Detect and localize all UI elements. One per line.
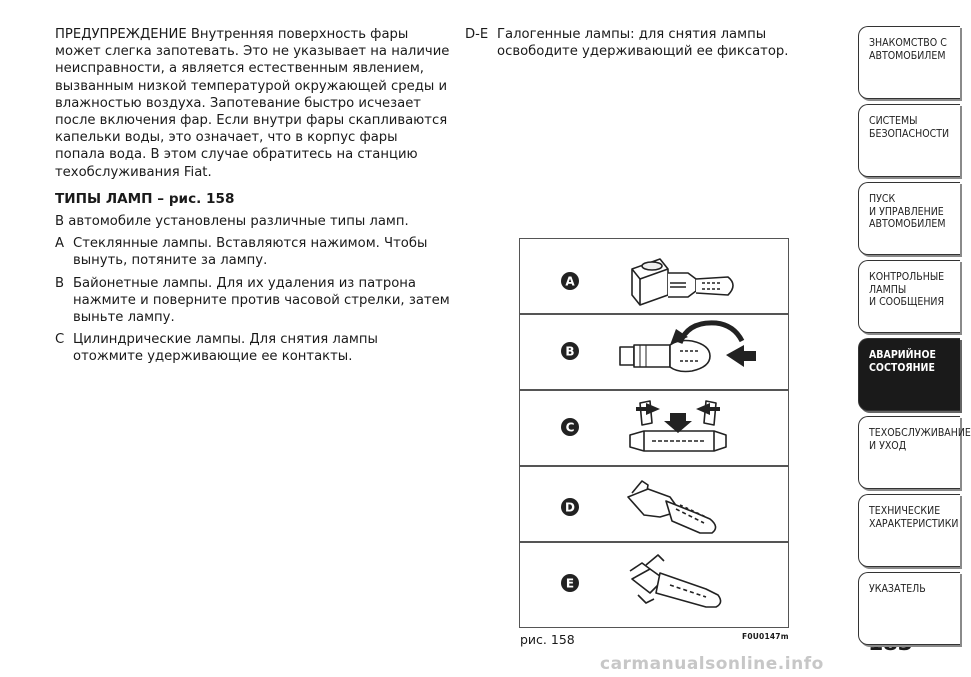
press-down-arrow-icon (664, 413, 692, 433)
bulb-types-figure (519, 238, 789, 628)
definition-text: Байонетные лампы. Для их удаления из патрона нажмите и поверните против часовой стрелки, затем выньте лампу. (73, 275, 450, 326)
figure-panel-e (520, 541, 788, 617)
tab-warning-lights[interactable]: КОНТРОЛЬНЫЕ ЛАМПЫ И СООБЩЕНИЯ (858, 260, 960, 333)
figure-panel-b (520, 313, 788, 389)
svg-text:C: C (565, 420, 575, 435)
definition-key: C (55, 332, 65, 348)
figure-panel-d (520, 465, 788, 541)
tab-index[interactable]: УКАЗАТЕЛЬ (858, 572, 960, 645)
halogen-bulb-e-illustration (520, 543, 788, 629)
definition-text: Стеклянные лампы. Вставляются нажимом. Чтобы вынуть, потяните за лампу. (73, 236, 428, 269)
definition-text: Цилиндрические лампы. Для снятия лампы отожмите удерживающие ее контакты. (73, 332, 378, 365)
definition-item-b (55, 275, 450, 327)
definition-item-de (465, 26, 835, 60)
svg-text:A: A (565, 274, 575, 289)
svg-text:B: B (565, 344, 575, 359)
right-text-column (465, 26, 835, 65)
tab-starting-driving[interactable]: ПУСК И УПРАВЛЕНИЕ АВТОМОБИЛЕМ (858, 182, 960, 255)
bayonet-bulb-illustration (520, 315, 788, 389)
festoon-bulb-illustration (520, 391, 788, 465)
definition-item-a (55, 235, 450, 269)
definition-item-c (55, 331, 450, 365)
svg-text:E: E (565, 576, 575, 591)
push-arrow-icon (726, 345, 756, 367)
halogen-bulb-d-illustration (520, 467, 788, 541)
intro-paragraph: В автомобиле установлены различные типы ламп. (55, 214, 409, 230)
definition-key: A (55, 236, 65, 252)
tab-safety-systems[interactable]: СИСТЕМЫ БЕЗОПАСНОСТИ (858, 104, 960, 177)
figure-panel-a (520, 239, 788, 313)
tab-getting-to-know[interactable]: ЗНАКОМСТВО С АВТОМОБИЛЕМ (858, 26, 960, 99)
definition-text: Галогенные лампы: для снятия лампы освободите удерживающий ее фиксатор. (497, 27, 789, 60)
tab-maintenance[interactable]: ТЕХОБСЛУЖИВАНИЕ И УХОД (858, 416, 960, 489)
section-title: ТИПЫ ЛАМП – рис. 158 (55, 190, 235, 207)
watermark: carmanualsonline.info (600, 654, 824, 674)
figure-code: F0U0147m (742, 632, 789, 641)
glass-bulb-illustration (520, 239, 788, 313)
tab-emergency[interactable]: АВАРИЙНОЕ СОСТОЯНИЕ (858, 338, 960, 411)
tab-technical-specs[interactable]: ТЕХНИЧЕСКИЕ ХАРАКТЕРИСТИКИ (858, 494, 960, 567)
warning-paragraph: ПРЕДУПРЕЖДЕНИЕ Внутренняя поверхность фары может слегка запотевать. Это не указывает на наличие неисправности, а является естественным явлением, вызванным низкой температурой окружающей среды и влажностью воздуха. Запотевание быстро исчезает после включения фар. Если внутри фары скапливаются капельки воды, это означает, что в корпус фары попала вода. В этом случае обратитесь на станцию техобслуживания Fiat. (55, 27, 450, 180)
definition-key: D-E (465, 27, 489, 42)
chapter-tabs (858, 26, 971, 650)
definition-key: B (55, 275, 65, 291)
svg-text:D: D (565, 500, 575, 515)
left-text-column (55, 26, 450, 371)
figure-panel-c (520, 389, 788, 465)
figure-caption: рис. 158 (520, 632, 575, 647)
